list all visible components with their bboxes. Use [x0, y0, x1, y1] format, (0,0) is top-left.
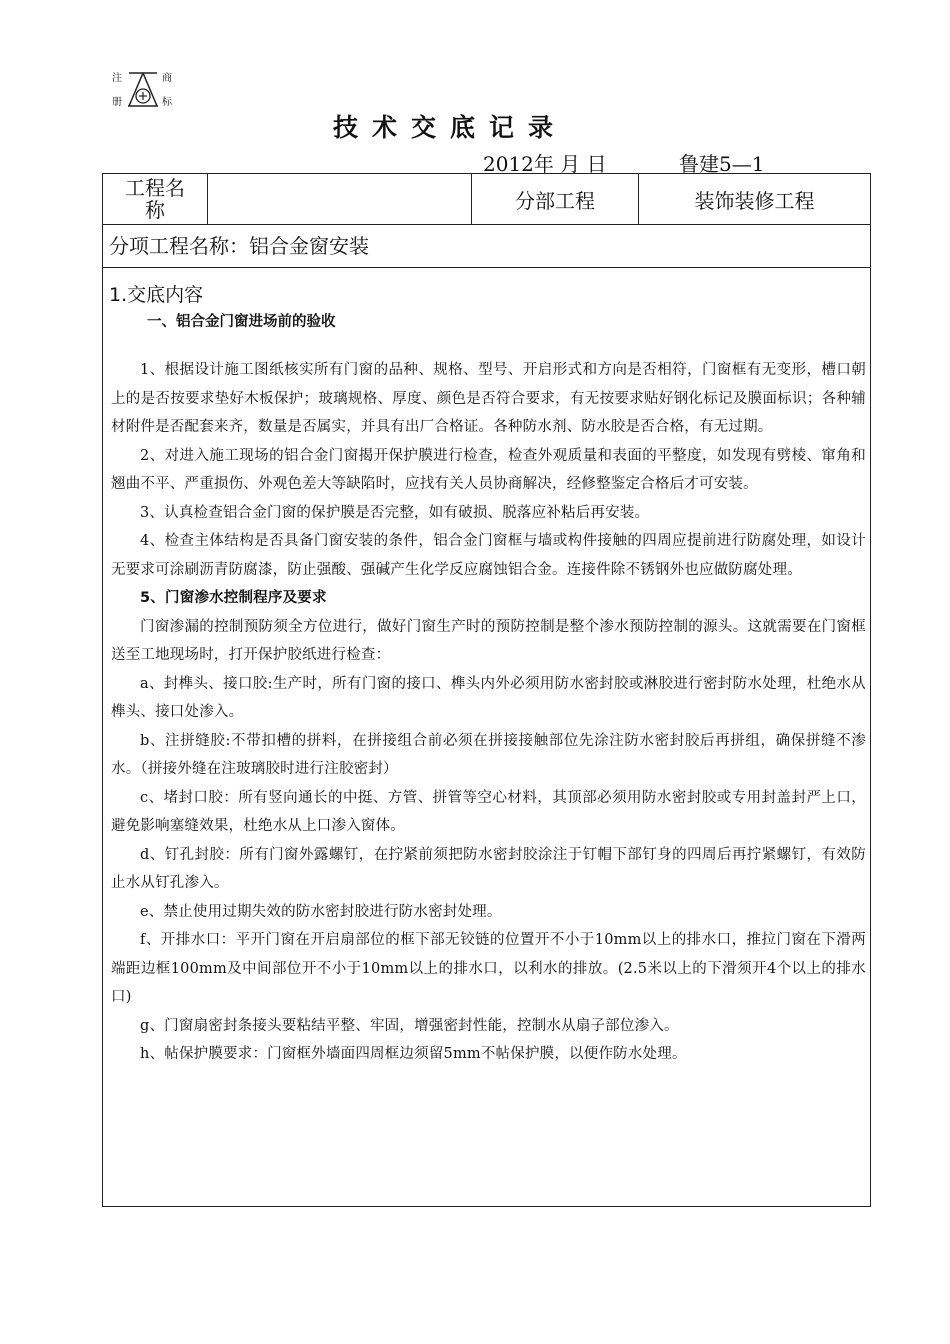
logo-char: 标 [162, 97, 172, 108]
trademark-emblem-icon [126, 70, 160, 112]
section-title: 1.交底内容 [109, 284, 204, 306]
paragraph: f、开排水口：平开门窗在开启扇部位的框下部无铰链的位置开不小于10mm以上的排水口，推拉门窗在下滑两端距边框100mm及中间部位开不小于10mm以上的排水口，以利水的排放。(2.5米以上的下滑须开4个以上的排水口) [111, 932, 866, 1005]
logo-char: 商 [162, 73, 172, 84]
header-row [103, 174, 870, 225]
paragraph: g、门窗扇密封条接头要粘结平整、牢固，增强密封性能，控制水从扇子部位渗入。 [140, 1017, 679, 1034]
paragraph-list [111, 356, 866, 1069]
paragraph: d、钉孔封胶：所有门窗外露螺钉，在拧紧前须把防水密封胶涂注于钉帽下部钉身的四周后再拧紧螺钉，有效防止水从钉孔渗入。 [111, 846, 866, 891]
paragraph: e、禁止使用过期失效的防水密封胶进行防水密封处理。 [140, 903, 502, 920]
subsection-title: 一、铝合金门窗进场前的验收 [147, 314, 336, 330]
paragraph: 门窗渗漏的控制预防须全方位进行，做好门窗生产时的预防控制是整个渗水预防控制的源头。这就需要在门窗框送至工地现场时，打开保护胶纸进行检查： [111, 618, 866, 663]
paragraph: a、封榫头、接口胶:生产时，所有门窗的接口、榫头内外必须用防水密封胶或淋胶进行密封防水处理，杜绝水从榫头、接口处渗入。 [111, 675, 866, 720]
paragraph: c、堵封口胶：所有竖向通长的中挺、方管、拼管等空心材料，其顶部必须用防水密封胶或专用封盖封严上口，避免影响塞缝效果，杜绝水从上口渗入窗体。 [111, 789, 866, 834]
subitem-name: 分项工程名称：铝合金窗安装 [103, 224, 870, 268]
document-code: 鲁建5—1 [679, 152, 765, 176]
logo-char: 注 [112, 73, 122, 84]
paragraph: h、帖保护膜要求：门窗框外墙面四周框边须留5mm不帖保护膜，以便作防水处理。 [140, 1046, 687, 1062]
paragraph: 3、认真检查铝合金门窗的保护膜是否完整，如有破损、脱落应补粘后再安装。 [140, 504, 650, 521]
trademark-logo [112, 70, 174, 112]
page-title: 技术交底记录 [332, 113, 567, 142]
paragraph-heading: 5、门窗渗水控制程序及要求 [140, 590, 327, 606]
division-value: 装饰装修工程 [694, 188, 815, 213]
record-table [102, 173, 871, 1207]
paragraph: 2、对进入施工现场的铝合金门窗揭开保护膜进行检查，检查外观质量和表面的平整度，如发现有劈棱、窜角和翘曲不平、严重损伤、外观色差大等缺陷时，应找有关人员协商解决，经修整鉴定合格后才可安装。 [111, 447, 866, 492]
project-name-value [208, 174, 472, 224]
logo-char: 册 [112, 97, 122, 108]
paragraph: 4、检查主体结构是否具备门窗安装的条件，铝合金门窗框与墙或构件接触的四周应提前进行防腐处理，如设计无要求可涂刷沥青防腐漆，防止强酸、强碱产生化学反应腐蚀铝合金。连接件除不锈钢外也应做防腐处理。 [111, 533, 866, 578]
project-name-label: 工程名称 [103, 174, 208, 224]
paragraph: 1、根据设计施工图纸核实所有门窗的品种、规格、型号、开启形式和方向是否相符，门窗框有无变形，槽口朝上的是否按要求垫好木板保护；玻璃规格、厚度、颜色是否符合要求，有无按要求贴好钢化标记及膜面标识；各种辅材附件是否配套来齐，数量是否属实，并具有出厂合格证。各种防水剂、防水胶是否合格，有无过期。 [111, 362, 866, 435]
record-date: 2012年 月 日 [483, 152, 607, 176]
paragraph: b、注拼缝胶:不带扣槽的拼料，在拼接组合前必须在拼接接触部位先涂注防水密封胶后再拼组，确保拼缝不渗水。（拼接外缝在注玻璃胶时进行注胶密封） [111, 732, 866, 777]
division-label: 分部工程 [472, 174, 639, 224]
